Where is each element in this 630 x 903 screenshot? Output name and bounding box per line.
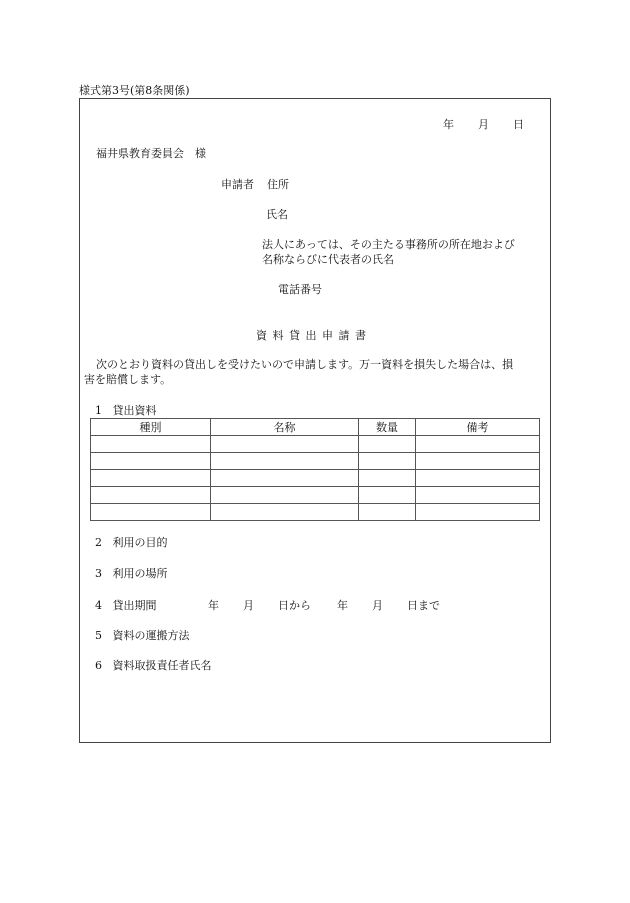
table-cell[interactable] xyxy=(211,436,359,453)
table-cell[interactable] xyxy=(416,453,540,470)
body-text-line-1: 次のとおり資料の貸出しを受けたいので申請します。万一資料を損失した場合は、損 xyxy=(96,358,514,371)
table-header-name: 名称 xyxy=(211,419,359,436)
table-cell[interactable] xyxy=(91,504,211,521)
section-6-number: 6 xyxy=(95,659,102,672)
date-day-label: 日 xyxy=(513,118,524,131)
section-6-label: 資料取扱責任者氏名 xyxy=(112,659,212,672)
table-header-remarks: 備考 xyxy=(416,419,540,436)
table-cell[interactable] xyxy=(359,487,416,504)
name-label: 氏名 xyxy=(266,208,288,221)
body-text-line-2: 害を賠償します。 xyxy=(84,373,172,386)
period-day-from: 日から xyxy=(278,599,311,612)
table-cell[interactable] xyxy=(359,453,416,470)
table-cell[interactable] xyxy=(359,504,416,521)
table-row xyxy=(91,470,540,487)
section-2-heading xyxy=(95,534,168,550)
table-row xyxy=(91,453,540,470)
table-header-row xyxy=(91,419,540,436)
section-1-label: 貸出資料 xyxy=(112,404,157,417)
address-label: 住所 xyxy=(267,178,289,191)
table-cell[interactable] xyxy=(416,436,540,453)
table-header-type: 種別 xyxy=(91,419,211,436)
corp-note-line-1: 法人にあっては、その主たる事務所の所在地および xyxy=(262,238,515,251)
table-header-quantity: 数量 xyxy=(359,419,416,436)
table-cell[interactable] xyxy=(416,504,540,521)
table-cell[interactable] xyxy=(91,487,211,504)
period-month-1: 月 xyxy=(243,599,254,612)
period-year-1: 年 xyxy=(208,599,219,612)
table-cell[interactable] xyxy=(211,453,359,470)
table-cell[interactable] xyxy=(359,470,416,487)
section-5-number: 5 xyxy=(95,629,102,642)
section-2-number: 2 xyxy=(95,536,102,549)
addressee: 福井県教育委員会 様 xyxy=(96,147,206,160)
period-month-2: 月 xyxy=(372,599,383,612)
document-title: 資 料 貸 出 申 請 書 xyxy=(256,329,367,342)
section-3-number: 3 xyxy=(95,567,102,580)
table-cell[interactable] xyxy=(211,504,359,521)
table-cell[interactable] xyxy=(416,487,540,504)
form-number-label: 様式第3号(第8条関係) xyxy=(79,84,190,97)
table-cell[interactable] xyxy=(91,453,211,470)
table-row xyxy=(91,436,540,453)
section-4-label: 貸出期間 xyxy=(112,599,157,612)
phone-label: 電話番号 xyxy=(278,283,322,296)
section-5-label: 資料の運搬方法 xyxy=(112,629,190,642)
section-2-label: 利用の目的 xyxy=(112,536,168,549)
table-row xyxy=(91,487,540,504)
table-cell[interactable] xyxy=(211,470,359,487)
table-row xyxy=(91,504,540,521)
period-year-2: 年 xyxy=(337,599,348,612)
section-3-heading xyxy=(95,565,168,581)
section-6-heading xyxy=(95,657,212,673)
section-1-heading xyxy=(95,402,157,418)
table-cell[interactable] xyxy=(91,470,211,487)
date-year-label: 年 xyxy=(443,118,454,131)
loan-materials-table xyxy=(90,418,540,521)
table-cell[interactable] xyxy=(91,436,211,453)
section-4-number: 4 xyxy=(95,599,102,612)
corp-note-line-2: 名称ならびに代表者の氏名 xyxy=(262,253,394,266)
table-cell[interactable] xyxy=(416,470,540,487)
table-cell[interactable] xyxy=(211,487,359,504)
section-1-number: 1 xyxy=(95,404,102,417)
date-month-label: 月 xyxy=(478,118,489,131)
section-5-heading xyxy=(95,627,190,643)
period-day-until: 日まで xyxy=(407,599,440,612)
section-4-heading xyxy=(95,597,157,613)
section-3-label: 利用の場所 xyxy=(112,567,168,580)
applicant-label: 申請者 xyxy=(221,178,254,191)
table-cell[interactable] xyxy=(359,436,416,453)
